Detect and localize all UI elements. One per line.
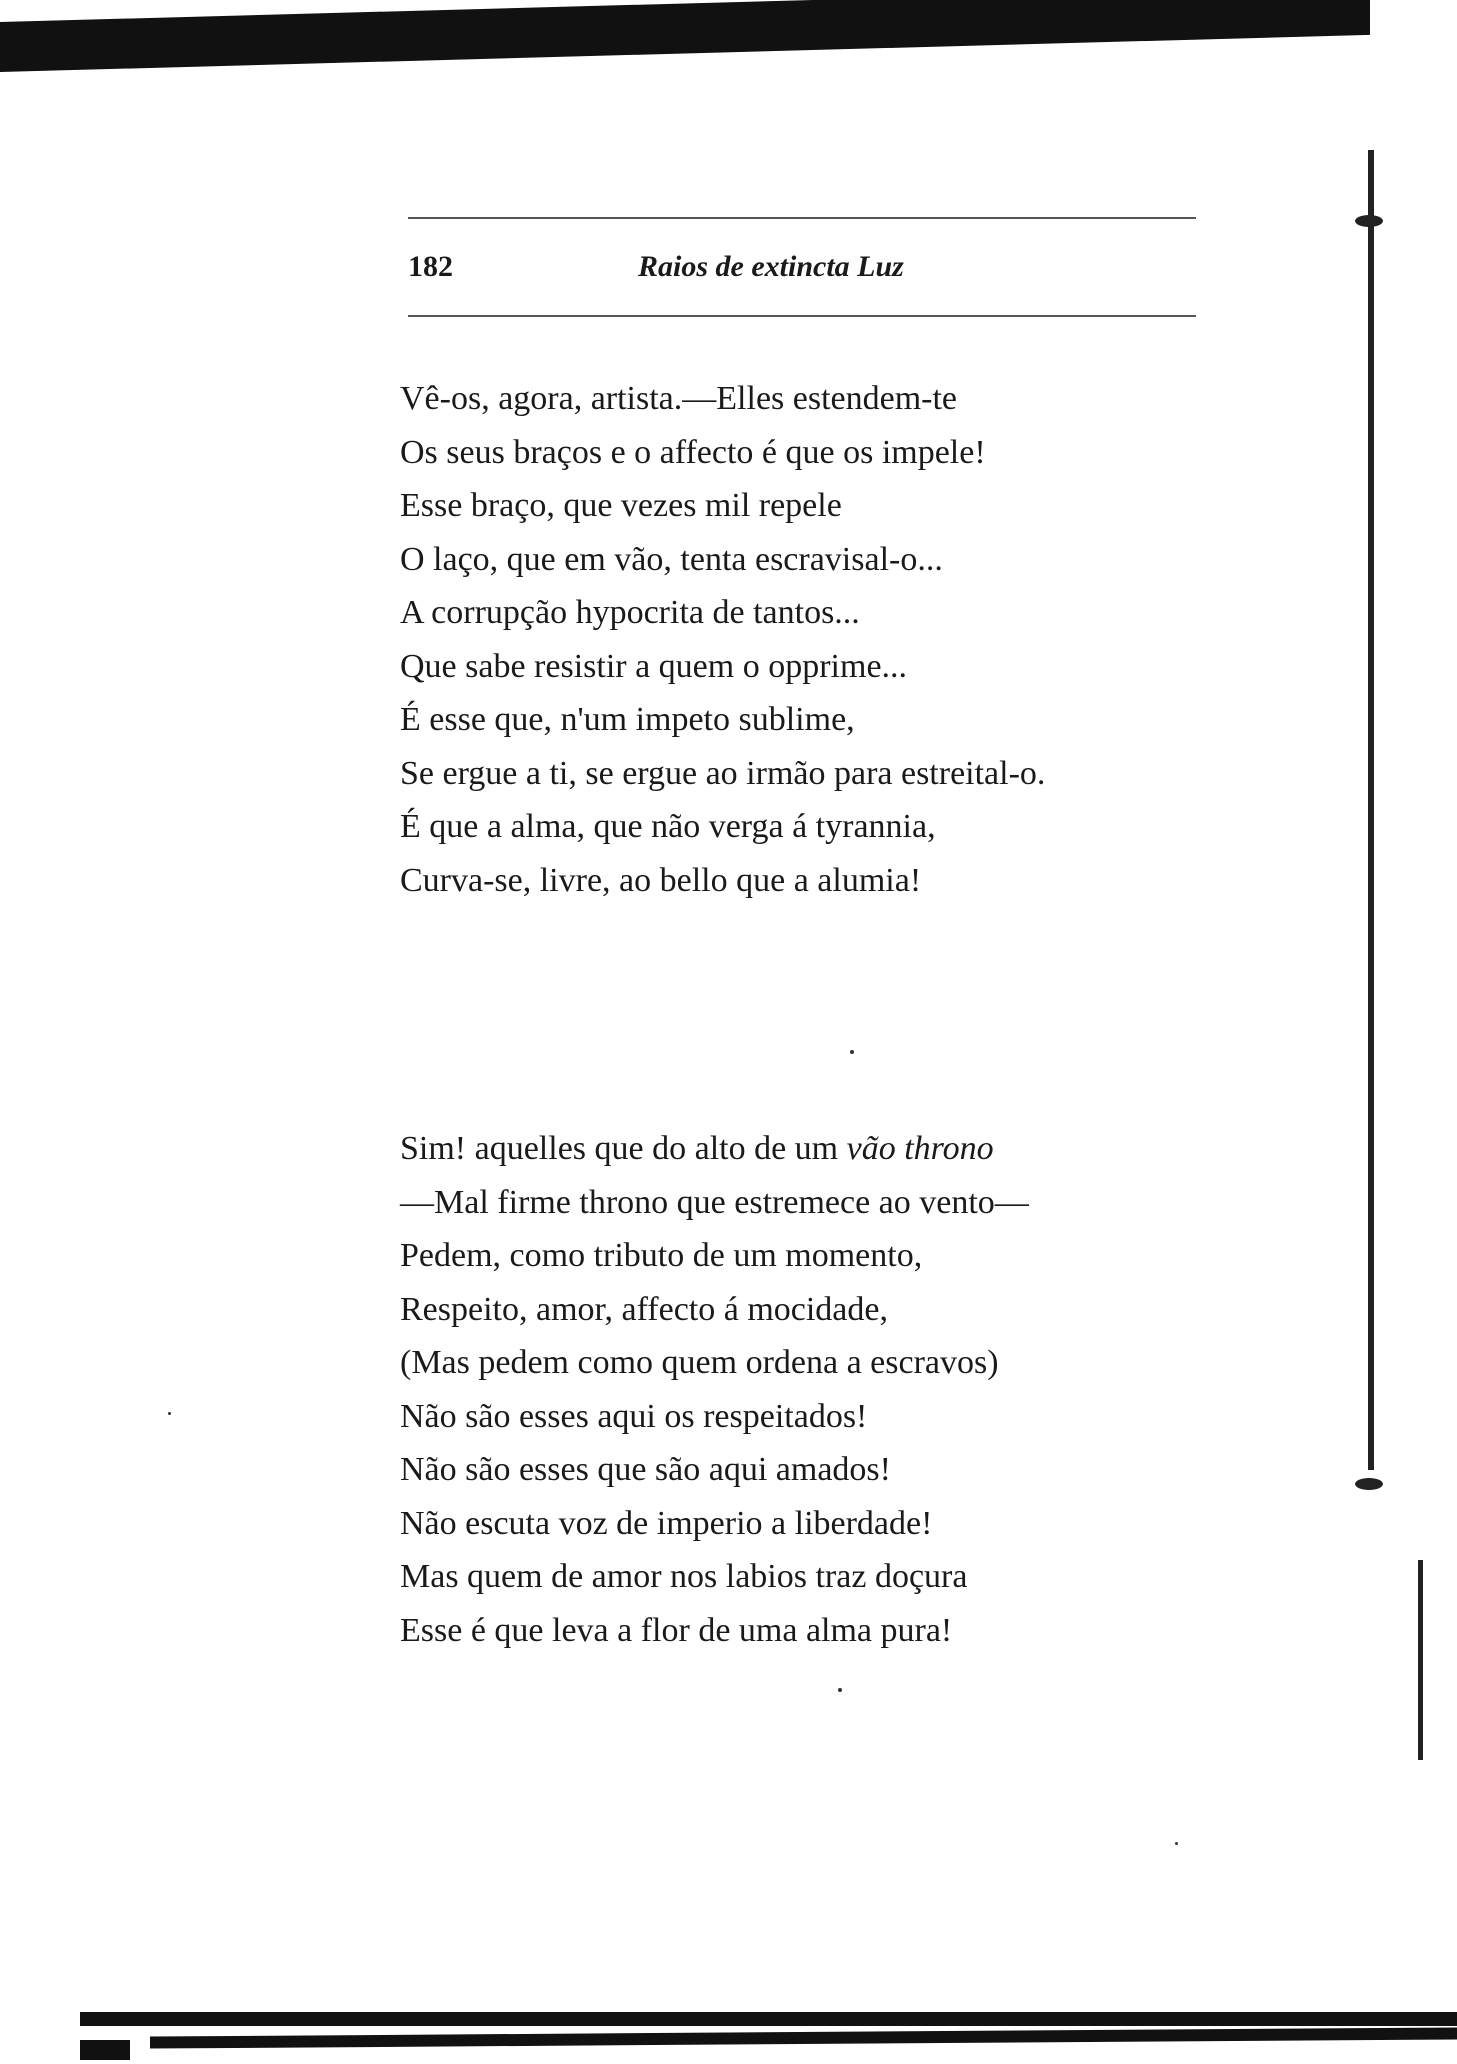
verse-line: Não são esses aqui os respeitados! <box>400 1397 868 1435</box>
scan-border-top <box>0 0 1370 72</box>
verse-line: —Mal firme throno que estremece ao vento— <box>400 1183 1029 1221</box>
scan-speck <box>838 1688 842 1692</box>
verse-line: Que sabe resistir a quem o opprime... <box>400 647 908 685</box>
verse-italic-text: vão throno <box>846 1130 994 1167</box>
scan-mark <box>1355 215 1383 227</box>
stanza-2 <box>400 1122 1029 1657</box>
verse-line: Mas quem de amor nos labios traz doçura <box>400 1558 968 1595</box>
verse-line: Não escuta voz de imperio a liberdade! <box>400 1504 933 1542</box>
scan-border-right-lower <box>1418 1560 1423 1760</box>
page-header <box>408 250 1196 290</box>
verse-line: Não são esses que são aqui amados! <box>400 1451 891 1488</box>
verse-line: É que a alma, que não verga á tyrannia, <box>400 808 936 845</box>
scan-speck <box>168 1412 171 1415</box>
verse-line: O laço, que em vão, tenta escravisal-o... <box>400 540 943 578</box>
scan-border-right <box>1368 150 1374 1470</box>
verse-line: (Mas pedem como quem ordena a escravos) <box>400 1344 999 1381</box>
header-rule-bottom <box>408 315 1196 317</box>
stanza-1 <box>400 372 1045 907</box>
scan-border-top-edge <box>1352 0 1366 22</box>
verse-line: Esse braço, que vezes mil repele <box>400 487 842 524</box>
verse-line: Pedem, como tributo de um momento, <box>400 1237 923 1274</box>
page-number: 182 <box>408 250 453 283</box>
scan-speck <box>1175 1842 1178 1845</box>
verse-line: Vê-os, agora, artista.—Elles estendem-te <box>400 380 958 417</box>
verse-text: Sim! aquelles que do alto de um <box>400 1130 847 1167</box>
verse-line-first <box>400 1122 1029 1176</box>
verse-line: Respeito, amor, affecto á mocidade, <box>400 1290 888 1328</box>
running-title: Raios de extincta Luz <box>638 250 904 283</box>
scan-border-bottom-2 <box>150 2027 1457 2048</box>
verse-line: Esse é que leva a flor de uma alma pura! <box>400 1611 953 1649</box>
verse-line: A corrupção hypocrita de tantos... <box>400 594 860 631</box>
header-rule-top <box>408 217 1196 219</box>
verse-line: Os seus braços e o affecto é que os impele! <box>400 433 986 471</box>
verse-line: Curva-se, livre, ao bello que a alumia! <box>400 861 922 899</box>
verse-line: É esse que, n'um impeto sublime, <box>400 701 855 738</box>
scan-mark <box>1355 1478 1383 1490</box>
scan-border-bottom <box>80 2012 1457 2026</box>
scan-speck <box>850 1050 854 1054</box>
scan-border-bottom-3 <box>80 2040 130 2060</box>
verse-line: Se ergue a ti, se ergue ao irmão para estreital-o. <box>400 754 1046 792</box>
